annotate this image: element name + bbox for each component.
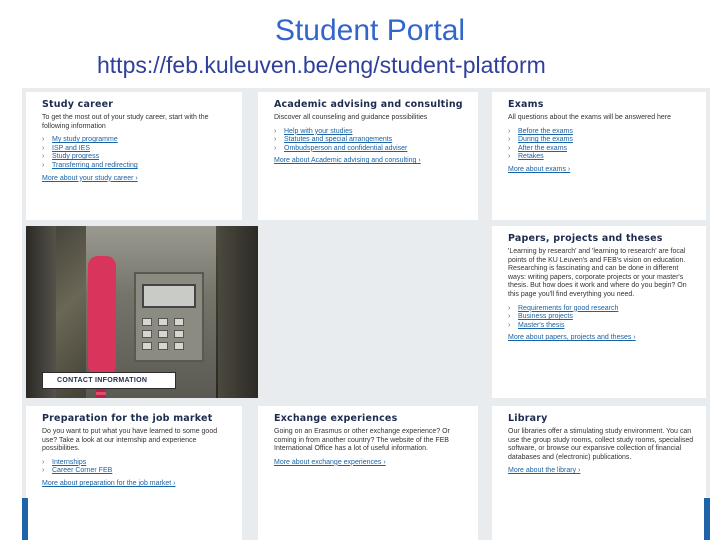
link-business-projects[interactable]: › Business projects bbox=[508, 313, 573, 321]
left-accent-strip bbox=[22, 498, 28, 540]
more-advising-link[interactable]: More about Academic advising and consulting › bbox=[274, 157, 421, 165]
link-masters-thesis[interactable]: › Master's thesis bbox=[508, 321, 565, 329]
payphone-photo[interactable] bbox=[26, 226, 258, 398]
chevron-right-icon: › bbox=[508, 127, 511, 135]
card-text: 'Learning by research' and 'learning to research' are focal points of the KU Leuven's and FEB's vision on education. Researching is fascinating and can be done in different ways: writing papers, corporate projects or your master's thesis. But how does it work and where do you begin? On this page you'll find everything you need. bbox=[508, 248, 687, 298]
chevron-right-icon: › bbox=[508, 144, 511, 152]
link-my-study-programme[interactable]: › My study programme bbox=[42, 136, 118, 144]
card-heading: Papers, projects and theses bbox=[508, 233, 663, 244]
link-requirements-research[interactable]: › Requirements for good research bbox=[508, 304, 619, 312]
link-transferring[interactable]: › Transferring and redirecting bbox=[42, 161, 138, 169]
study-career-card bbox=[26, 92, 242, 220]
more-library-link[interactable]: More about the library › bbox=[508, 467, 581, 475]
exchange-card bbox=[258, 406, 478, 540]
card-text: Discover all counseling and guidance possibilities bbox=[274, 114, 428, 121]
papers-projects-card bbox=[492, 226, 706, 398]
chevron-right-icon: › bbox=[508, 153, 511, 161]
more-job-market-link[interactable]: More about preparation for the job market › bbox=[42, 479, 176, 487]
keypad-image bbox=[134, 272, 204, 362]
card-heading: Academic advising and consulting bbox=[274, 99, 463, 110]
contact-information-label[interactable]: CONTACT INFORMATION bbox=[42, 372, 176, 389]
link-ombudsperson[interactable]: › Ombudsperson and confidential adviser bbox=[274, 144, 408, 152]
more-papers-link[interactable]: More about papers, projects and theses › bbox=[508, 334, 636, 342]
library-card bbox=[492, 406, 706, 540]
card-heading: Preparation for the job market bbox=[42, 413, 213, 424]
link-retakes[interactable]: › Retakes bbox=[508, 153, 544, 161]
chevron-right-icon: › bbox=[508, 304, 511, 312]
card-text: Our libraries offer a stimulating study environment. You can use the group study rooms, collect study rooms, specialised software, or browse our expansive collection of financial databases and (electronic) publications. bbox=[508, 428, 694, 461]
link-statutes[interactable]: › Statutes and special arrangements bbox=[274, 136, 393, 144]
card-heading: Study career bbox=[42, 99, 114, 110]
card-text: To get the most out of your study career, start with the following information bbox=[42, 114, 209, 130]
link-during-exams[interactable]: › During the exams bbox=[508, 136, 573, 144]
chevron-right-icon: › bbox=[42, 144, 45, 152]
chevron-right-icon: › bbox=[274, 127, 277, 135]
chevron-right-icon: › bbox=[42, 136, 45, 144]
link-isp-ies[interactable]: › ISP and IES bbox=[42, 144, 91, 152]
chevron-right-icon: › bbox=[274, 136, 277, 144]
chevron-right-icon: › bbox=[42, 153, 45, 161]
right-accent-strip bbox=[704, 498, 710, 540]
more-exchange-link[interactable]: More about exchange experiences › bbox=[274, 458, 386, 466]
card-text: All questions about the exams will be answered here bbox=[508, 114, 672, 121]
chevron-right-icon: › bbox=[42, 467, 45, 475]
red-handset-image bbox=[88, 256, 116, 376]
chevron-right-icon: › bbox=[508, 321, 511, 329]
card-text: Going on an Erasmus or other exchange experience? Or coming in from another country? The website of the FEB International Office has a lot of useful information. bbox=[274, 428, 450, 453]
card-text: Do you want to put what you have learned to some good use? Take a look at our internship and experience possibilities. bbox=[42, 428, 218, 453]
link-after-exams[interactable]: › After the exams bbox=[508, 144, 568, 152]
card-heading: Exams bbox=[508, 99, 544, 110]
slide-title: Student Portal bbox=[274, 14, 466, 47]
portal-url[interactable]: https://feb.kuleuven.be/eng/student-platform bbox=[97, 52, 546, 78]
chevron-right-icon: › bbox=[508, 313, 511, 321]
link-career-corner[interactable]: › Career Corner FEB bbox=[42, 467, 113, 475]
chevron-right-icon: › bbox=[42, 161, 45, 169]
job-market-card bbox=[26, 406, 242, 540]
link-help-with-studies[interactable]: › Help with your studies bbox=[274, 127, 353, 135]
chevron-right-icon: › bbox=[274, 144, 277, 152]
link-study-progress[interactable]: › Study progress bbox=[42, 153, 100, 161]
chevron-right-icon: › bbox=[508, 136, 511, 144]
academic-advising-card bbox=[258, 92, 478, 220]
card-heading: Exchange experiences bbox=[274, 413, 398, 424]
more-exams-link[interactable]: More about exams › bbox=[508, 165, 571, 173]
more-study-career-link[interactable]: More about your study career › bbox=[42, 174, 138, 182]
link-before-exams[interactable]: › Before the exams bbox=[508, 127, 573, 135]
link-internships[interactable]: › Internships bbox=[42, 458, 87, 466]
exams-card bbox=[492, 92, 706, 220]
website-screenshot bbox=[22, 88, 710, 540]
chevron-right-icon: › bbox=[42, 458, 45, 466]
card-heading: Library bbox=[508, 413, 548, 424]
